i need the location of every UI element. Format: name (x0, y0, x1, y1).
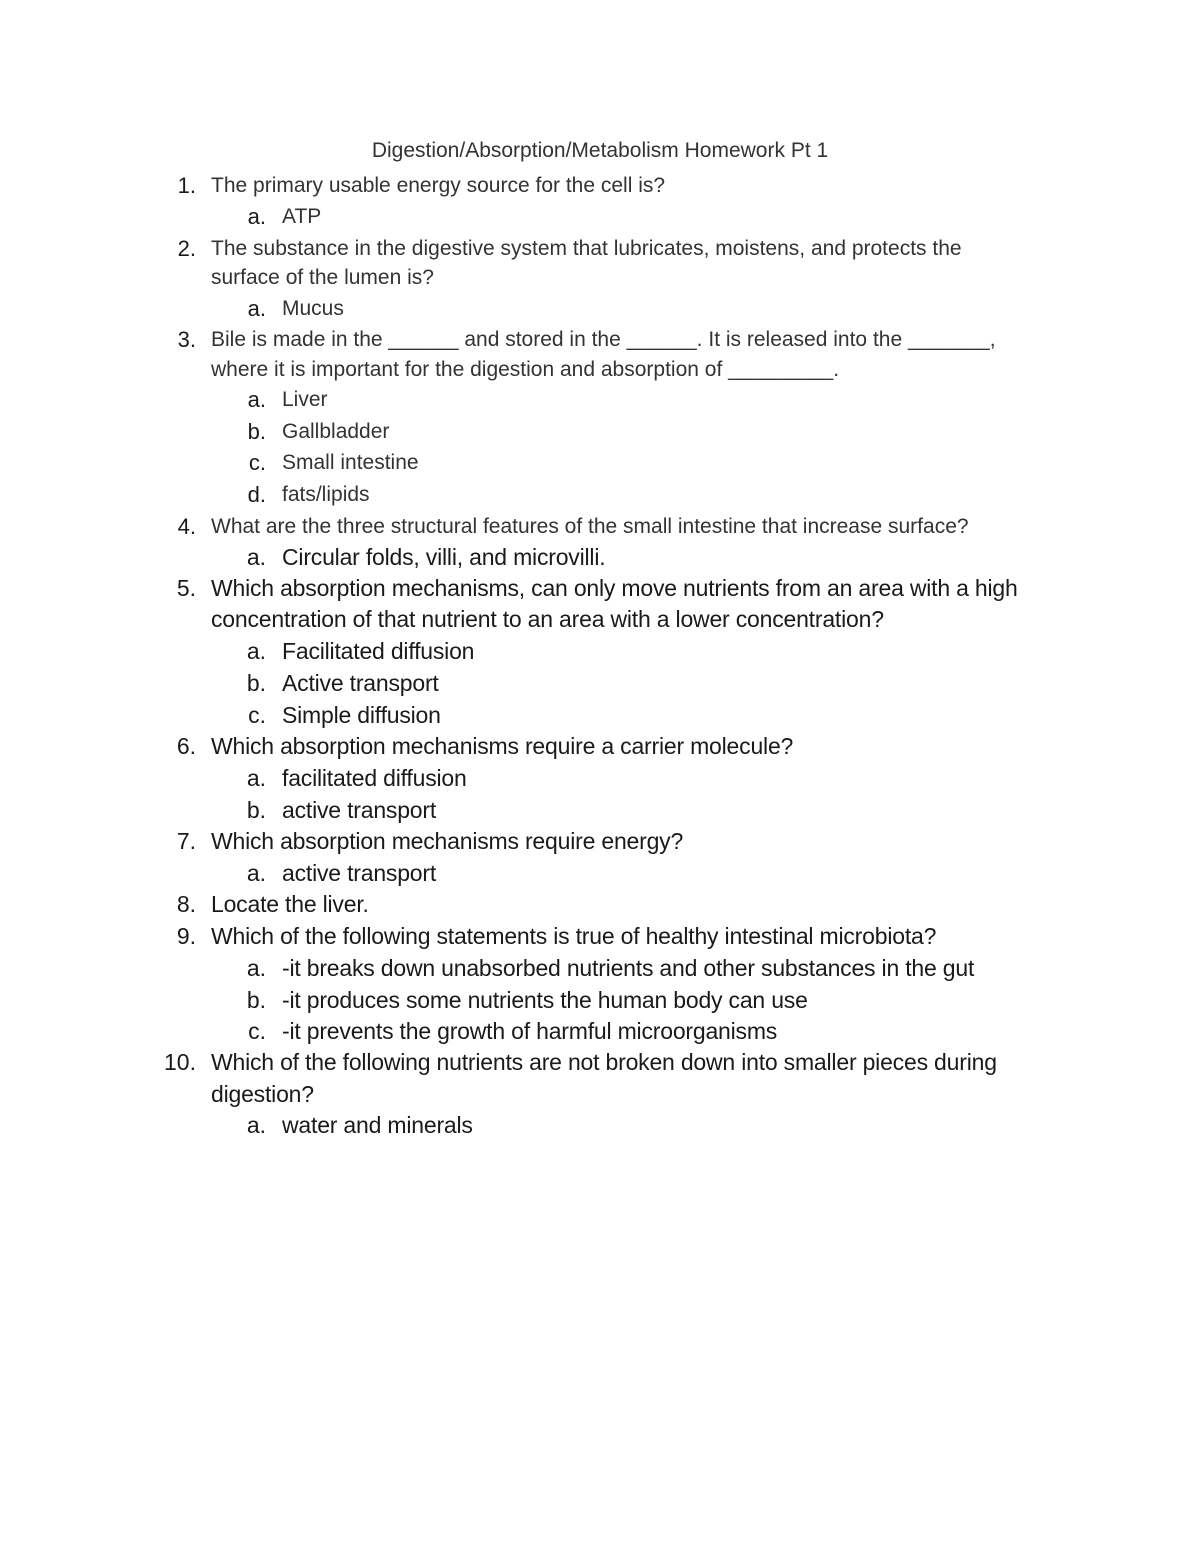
question-text: The substance in the digestive system that lubricates, moistens, and protects the (211, 237, 962, 260)
question-number: 5. (176, 575, 196, 601)
answer-label: a. (246, 544, 266, 570)
question-number: 1. (177, 173, 196, 198)
answer-text: fats/lipids (282, 483, 370, 506)
answer-text: ATP (282, 205, 322, 228)
question-text: Which of the following statements is true of healthy intestinal microbiota? (211, 923, 937, 949)
question-number: 2. (177, 236, 196, 261)
answer-label: a. (247, 296, 266, 321)
answer-text: facilitated diffusion (282, 765, 467, 791)
answer-text: Active transport (282, 670, 439, 696)
question-number: 10. (164, 1049, 196, 1075)
answer-label: b. (246, 987, 266, 1013)
answer-label: d. (247, 482, 266, 507)
answer-label: a. (246, 955, 266, 981)
question-number: 9. (176, 923, 196, 949)
answer-label: a. (246, 765, 266, 791)
question-text: surface of the lumen is? (211, 266, 434, 289)
question-number: 8. (176, 891, 196, 917)
question-number: 3. (177, 327, 196, 352)
question-text: digestion? (211, 1081, 314, 1107)
answer-label: b. (247, 419, 266, 444)
answer-label: a. (247, 204, 266, 229)
answer-label: a. (246, 860, 266, 886)
question-text: Which absorption mechanisms, can only move nutrients from an area with a high (211, 575, 1018, 601)
question-text: Bile is made in the ______ and stored in the ______. It is released into the _______, (211, 328, 996, 351)
answer-text: Gallbladder (282, 420, 390, 443)
answer-text: -it breaks down unabsorbed nutrients and other substances in the gut (282, 955, 975, 981)
answer-text: Mucus (282, 297, 344, 320)
question-number: 7. (176, 828, 196, 854)
answer-label: b. (246, 670, 266, 696)
question-number: 4. (177, 514, 196, 539)
question-text: Which absorption mechanisms require energy? (211, 828, 684, 854)
question-text: The primary usable energy source for the cell is? (211, 174, 666, 197)
question-text: Which of the following nutrients are not broken down into smaller pieces during (211, 1049, 997, 1075)
answer-label: c. (248, 702, 266, 728)
answer-text: Liver (282, 388, 328, 411)
answer-text: active transport (282, 860, 437, 886)
answer-label: b. (246, 797, 266, 823)
question-text: What are the three structural features of the small intestine that increase surface? (211, 515, 969, 538)
question-text: Which absorption mechanisms require a carrier molecule? (211, 733, 794, 759)
answer-text: Small intestine (282, 451, 419, 474)
question-text: where it is important for the digestion and absorption of _________. (211, 358, 840, 381)
answer-text: active transport (282, 797, 437, 823)
answer-text: Facilitated diffusion (282, 638, 475, 664)
answer-text: -it prevents the growth of harmful microorganisms (282, 1018, 778, 1044)
question-text: Locate the liver. (211, 891, 369, 917)
answer-text: water and minerals (282, 1112, 473, 1138)
answer-label: c. (248, 450, 266, 475)
answer-text: -it produces some nutrients the human body can use (282, 987, 808, 1013)
answer-label: a. (246, 1112, 266, 1138)
question-number: 6. (176, 733, 196, 759)
answer-label: a. (246, 638, 266, 664)
answer-label: a. (247, 387, 266, 412)
answer-label: c. (248, 1018, 266, 1044)
answer-text: Circular folds, villi, and microvilli. (282, 544, 606, 570)
question-text: concentration of that nutrient to an area with a lower concentration? (211, 606, 884, 632)
document-title: Digestion/Absorption/Metabolism Homework Pt 1 (371, 139, 829, 162)
answer-text: Simple diffusion (282, 702, 441, 728)
